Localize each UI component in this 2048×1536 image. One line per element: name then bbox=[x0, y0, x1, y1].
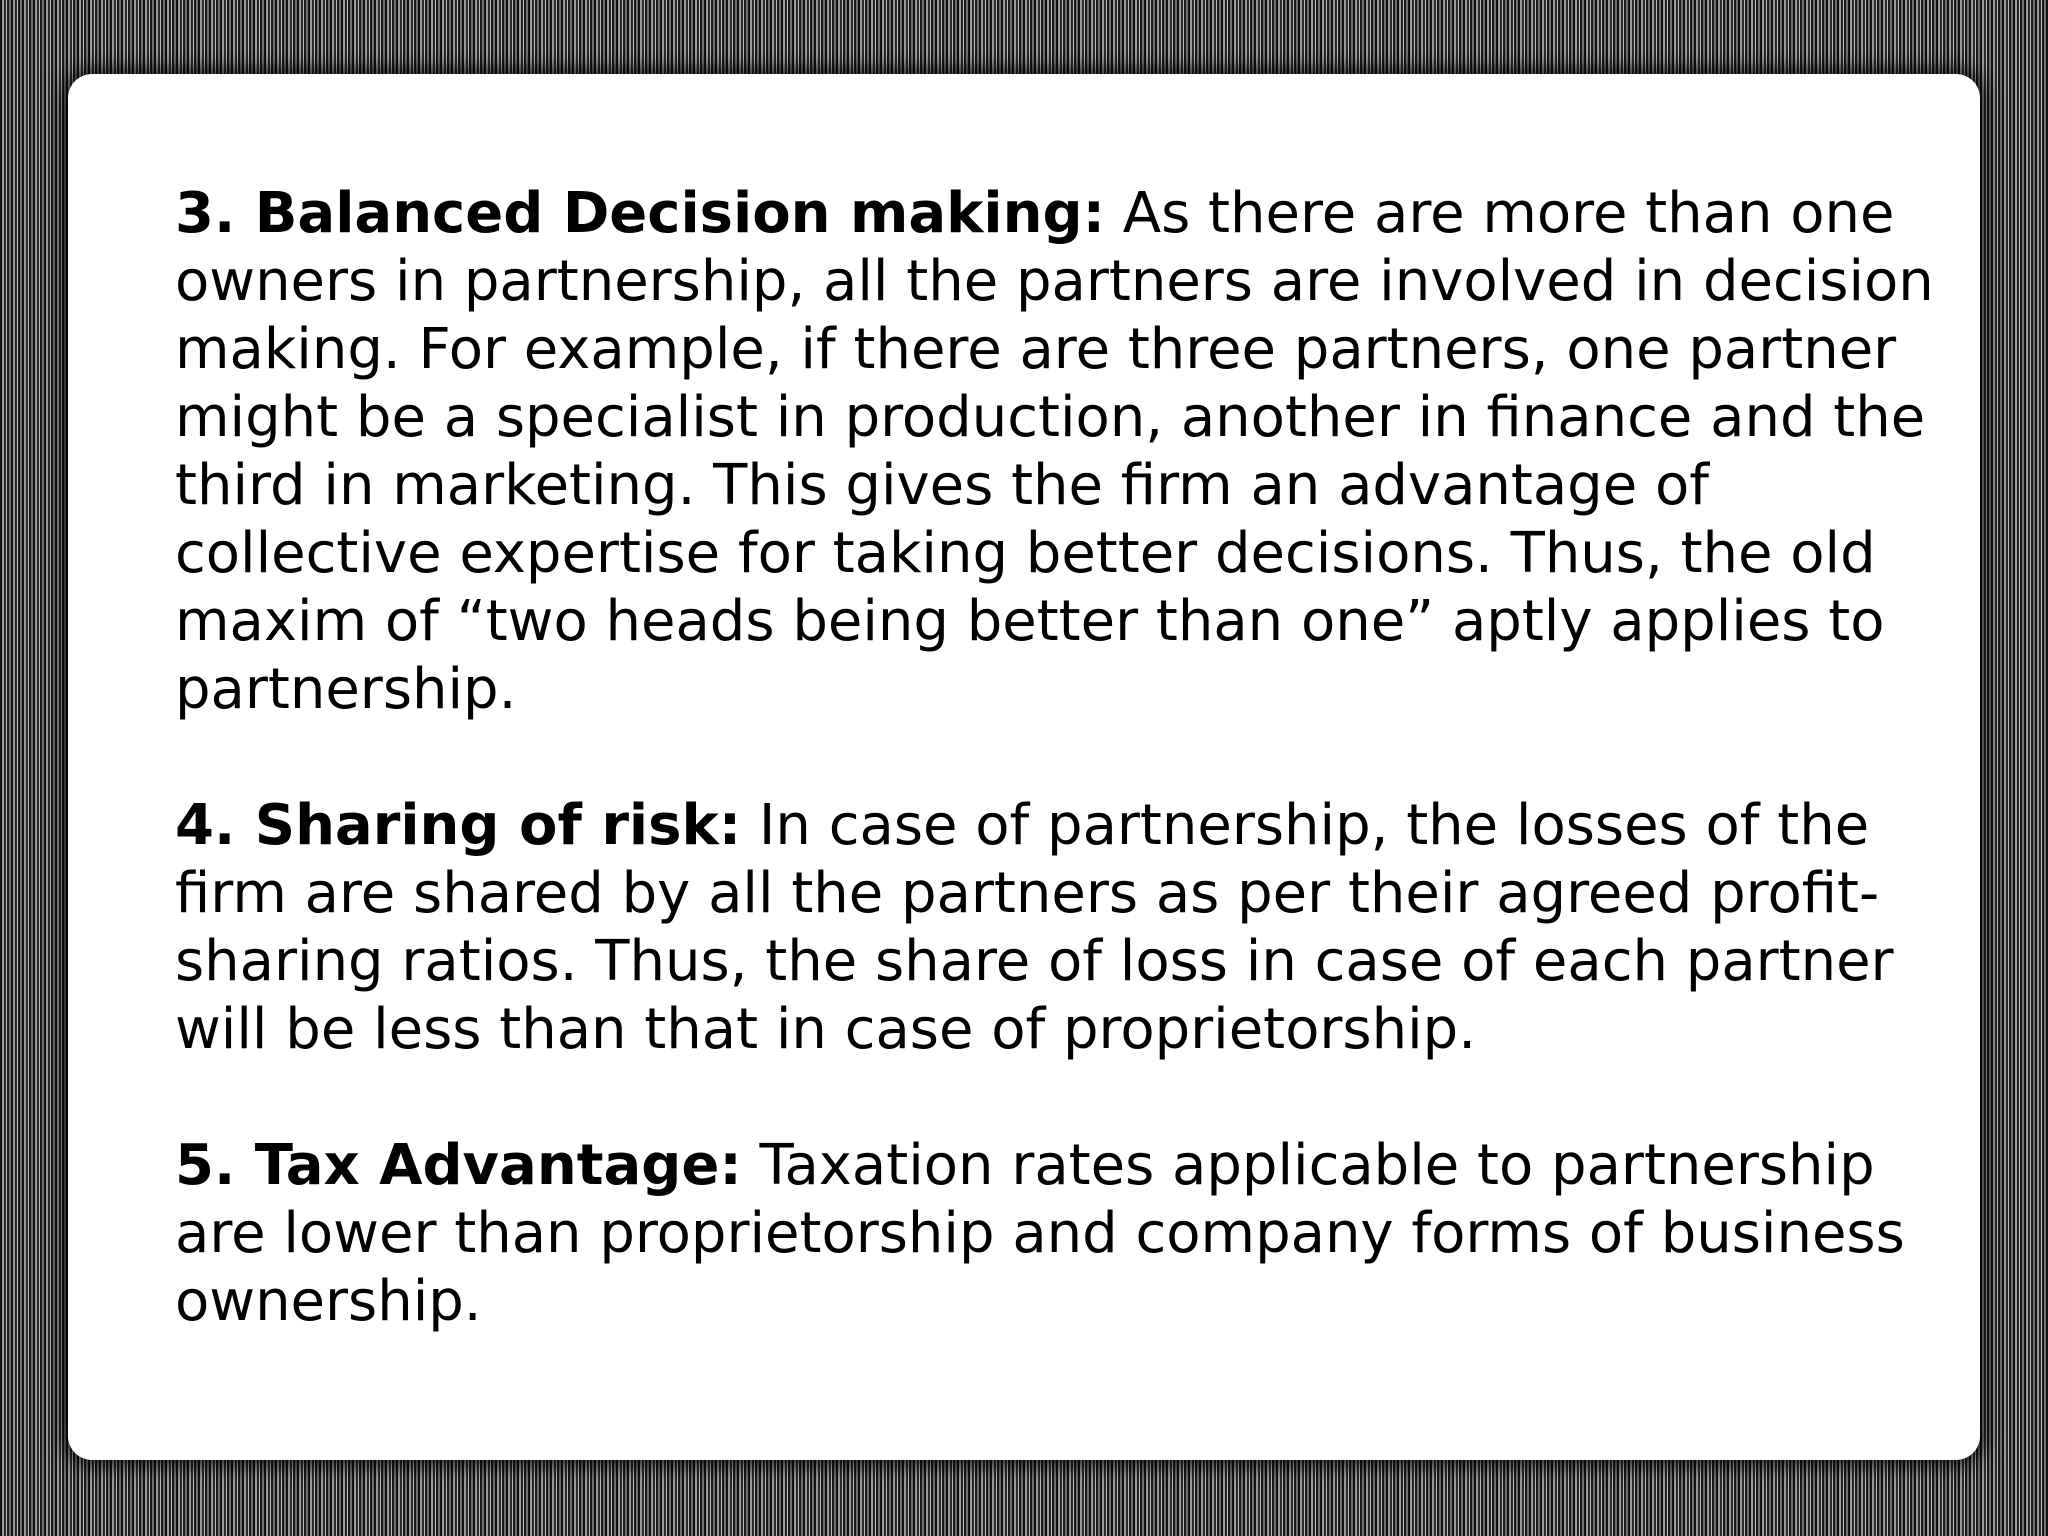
point-heading: 5. Tax Advantage: bbox=[175, 1133, 742, 1198]
slide-card bbox=[68, 74, 1980, 1460]
slide-content bbox=[175, 180, 1955, 1336]
point-heading: 3. Balanced Decision making: bbox=[175, 181, 1105, 246]
point-sharing-of-risk bbox=[175, 792, 1955, 1064]
point-heading: 4. Sharing of risk: bbox=[175, 793, 742, 858]
point-body: As there are more than one owners in partnership, all the partners are involved in decision making. For example, if there are three partners, one partner might be a specialist in production, another in finance and the third in marketing. This gives the firm an advantage of collective expertise for taking better decisions. Thus, the old maxim of “two heads being better than one” aptly applies to partnership. bbox=[175, 181, 1934, 722]
point-tax-advantage bbox=[175, 1132, 1955, 1336]
point-body: In case of partnership, the losses of the firm are shared by all the partners as per their agreed profit-sharing ratios. Thus, the share of loss in case of each partner will be less than that in case of proprietorship. bbox=[175, 793, 1894, 1062]
point-balanced-decision-making bbox=[175, 180, 1955, 724]
point-body: Taxation rates applicable to partnership are lower than proprietorship and company forms of business ownership. bbox=[175, 1133, 1905, 1334]
